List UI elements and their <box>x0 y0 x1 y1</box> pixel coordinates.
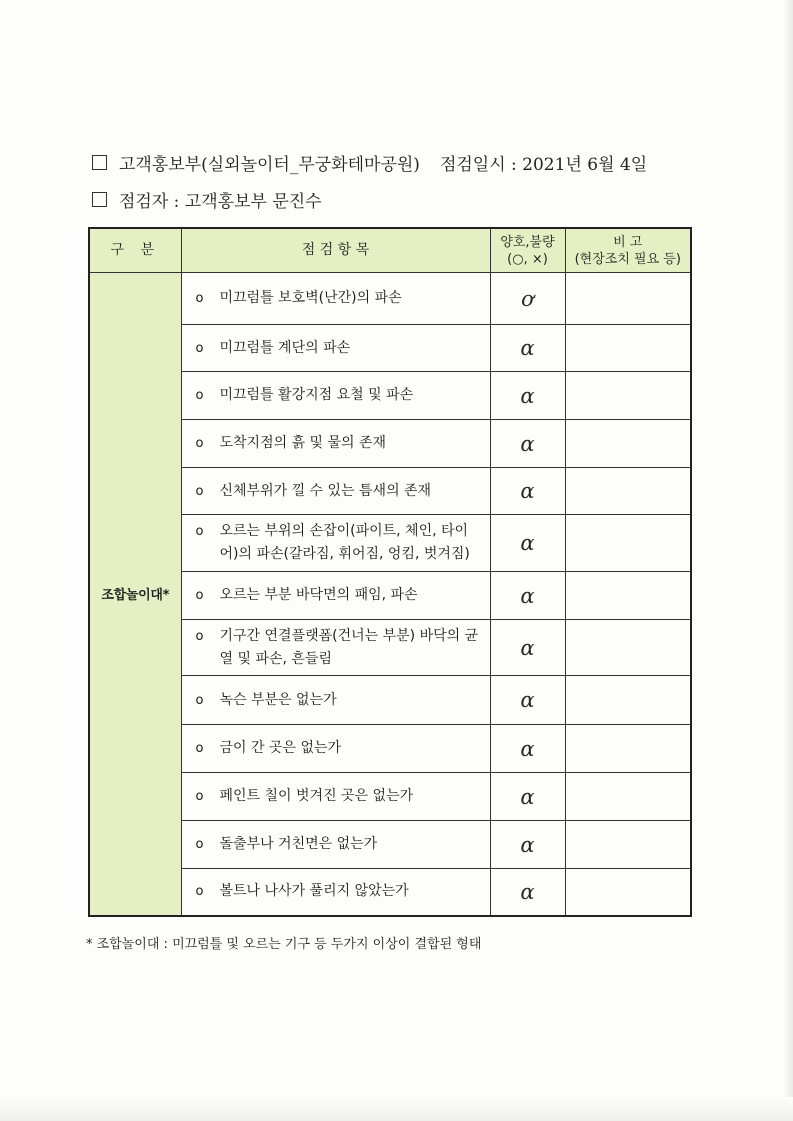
remarks-cell <box>565 725 691 773</box>
bullet-icon: o <box>195 741 204 756</box>
header-category: 구 분 <box>89 228 181 273</box>
check-item-text: 미끄럼틀 활강지점 요철 및 파손 <box>219 387 414 403</box>
header-items: 점 검 항 목 <box>181 228 490 273</box>
check-item <box>181 725 490 773</box>
remarks-cell <box>565 676 691 725</box>
header-department-line <box>92 150 647 175</box>
check-item-text: 기구간 연결플랫폼(건너는 부분) 바닥의 균열 및 파손, 흔들림 <box>219 627 479 667</box>
result-mark: ɑ <box>490 325 565 372</box>
result-mark: ɑ <box>490 420 565 468</box>
remarks-cell <box>565 420 691 468</box>
remarks-cell <box>565 325 691 372</box>
department-text: 고객홍보부(실외놀이터_무궁화테마공원) <box>119 155 420 175</box>
result-mark: ơ <box>490 273 565 325</box>
remarks-cell <box>565 773 691 821</box>
category-cell: 조합놀이대* <box>89 273 181 916</box>
scan-edge <box>783 0 793 1121</box>
result-mark: ɑ <box>490 821 565 869</box>
bullet-icon: o <box>195 692 204 708</box>
remarks-cell <box>565 515 691 572</box>
checkbox-icon <box>92 192 107 207</box>
check-item-text: 오르는 부위의 손잡이(파이트, 체인, 타이어)의 파손(갈라짐, 휘어짐, 엉킴, 벗겨짐) <box>219 523 470 562</box>
scan-edge <box>0 1097 793 1121</box>
result-mark: ɑ <box>490 620 565 676</box>
check-item <box>181 676 490 725</box>
bullet-icon: o <box>195 837 204 852</box>
result-mark: ɑ <box>490 676 565 725</box>
result-mark: ɑ <box>490 572 565 620</box>
bullet-icon: o <box>195 388 204 403</box>
result-mark: ɑ <box>490 773 565 821</box>
inspection-date: 점검일시 : 2021년 6월 4일 <box>439 155 648 175</box>
check-item-text: 볼트나 나사가 풀리지 않았는가 <box>219 883 409 900</box>
bullet-icon: o <box>195 588 204 603</box>
table-row <box>89 273 691 325</box>
result-mark: ɑ <box>490 515 565 572</box>
check-item-text: 신체부위가 낄 수 있는 틈새의 존재 <box>219 482 432 499</box>
remarks-cell <box>565 869 691 916</box>
check-item <box>181 620 490 676</box>
check-item <box>181 773 490 821</box>
remarks-cell <box>565 620 691 676</box>
remarks-cell <box>565 572 691 620</box>
check-item <box>181 821 490 869</box>
header-result: 양호,불량 (○, ×) <box>490 228 565 273</box>
bullet-icon: o <box>195 291 204 306</box>
bullet-icon: o <box>195 436 204 451</box>
bullet-icon: o <box>195 789 204 804</box>
check-item-text: 도착지점의 흙 및 물의 존재 <box>219 435 387 451</box>
remarks-cell <box>565 821 691 869</box>
table-header-row <box>89 228 691 273</box>
inspection-table <box>88 227 692 917</box>
check-item-text: 미끄럼틀 보호벽(난간)의 파손 <box>219 290 402 306</box>
bullet-icon: o <box>195 524 204 539</box>
check-item-text: 녹슨 부분은 없는가 <box>219 691 337 708</box>
check-item <box>181 468 490 515</box>
check-item-text: 페인트 칠이 벗겨진 곳은 없는가 <box>219 788 414 804</box>
header-inspector-line <box>92 187 322 212</box>
check-item <box>181 273 490 325</box>
remarks-cell <box>565 372 691 420</box>
result-mark: ɑ <box>490 372 565 420</box>
check-item-text: 금이 간 곳은 없는가 <box>219 740 342 756</box>
result-mark: ɑ <box>490 725 565 773</box>
check-item <box>181 420 490 468</box>
remarks-cell <box>565 273 691 325</box>
remarks-cell <box>565 468 691 515</box>
checkbox-icon <box>92 155 107 170</box>
check-item <box>181 515 490 572</box>
bullet-icon: o <box>195 884 204 900</box>
header-remarks: 비 고 (현장조치 필요 등) <box>565 228 691 273</box>
check-item <box>181 869 490 916</box>
bullet-icon: o <box>195 483 204 499</box>
bullet-icon: o <box>195 628 204 644</box>
check-item-text: 돌출부나 거친면은 없는가 <box>219 836 378 852</box>
check-item <box>181 372 490 420</box>
check-item-text: 미끄럼틀 계단의 파손 <box>219 339 351 356</box>
inspector-text: 점검자 : 고객홍보부 문진수 <box>119 192 322 212</box>
bullet-icon: o <box>195 340 204 356</box>
footnote: * 조합놀이대 : 미끄럼틀 및 오르는 기구 등 두가지 이상이 결합된 형태 <box>86 937 482 952</box>
result-mark: ɑ <box>490 468 565 515</box>
check-item <box>181 325 490 372</box>
check-item <box>181 572 490 620</box>
check-item-text: 오르는 부분 바닥면의 패임, 파손 <box>219 587 418 603</box>
result-mark: ɑ <box>490 869 565 916</box>
